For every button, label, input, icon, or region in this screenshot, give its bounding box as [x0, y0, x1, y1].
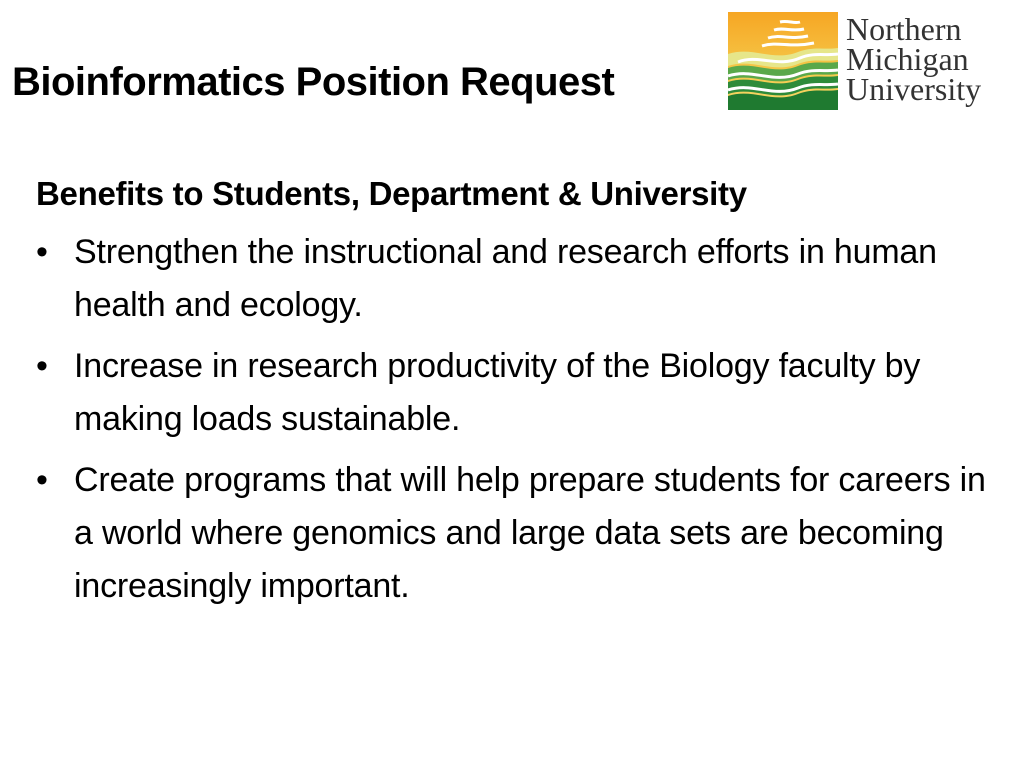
bullet-text: Increase in research productivity of the Biology faculty by making loads sustainable. — [74, 347, 921, 438]
bullet-icon: • — [36, 233, 48, 271]
bullet-list — [36, 226, 986, 613]
section-subheading: Benefits to Students, Department & University — [36, 175, 747, 212]
logo-line-1: Northern — [846, 11, 962, 47]
bullet-icon: • — [36, 461, 48, 499]
slide-body — [36, 170, 986, 621]
logo-line-3: University — [846, 71, 982, 107]
university-logo — [728, 12, 1008, 116]
wave-emblem-icon — [728, 12, 838, 110]
bullet-icon: • — [36, 347, 48, 385]
slide-title: Bioinformatics Position Request — [12, 60, 615, 104]
list-item — [36, 454, 986, 613]
bullet-text: Create programs that will help prepare students for careers in a world where genomics and large data sets are becoming increasingly important. — [74, 461, 986, 605]
logo-wordmark — [846, 11, 982, 107]
bullet-text: Strengthen the instructional and research efforts in human health and ecology. — [74, 233, 937, 324]
list-item — [36, 226, 986, 332]
logo-line-2: Michigan — [846, 41, 969, 77]
list-item — [36, 340, 986, 446]
